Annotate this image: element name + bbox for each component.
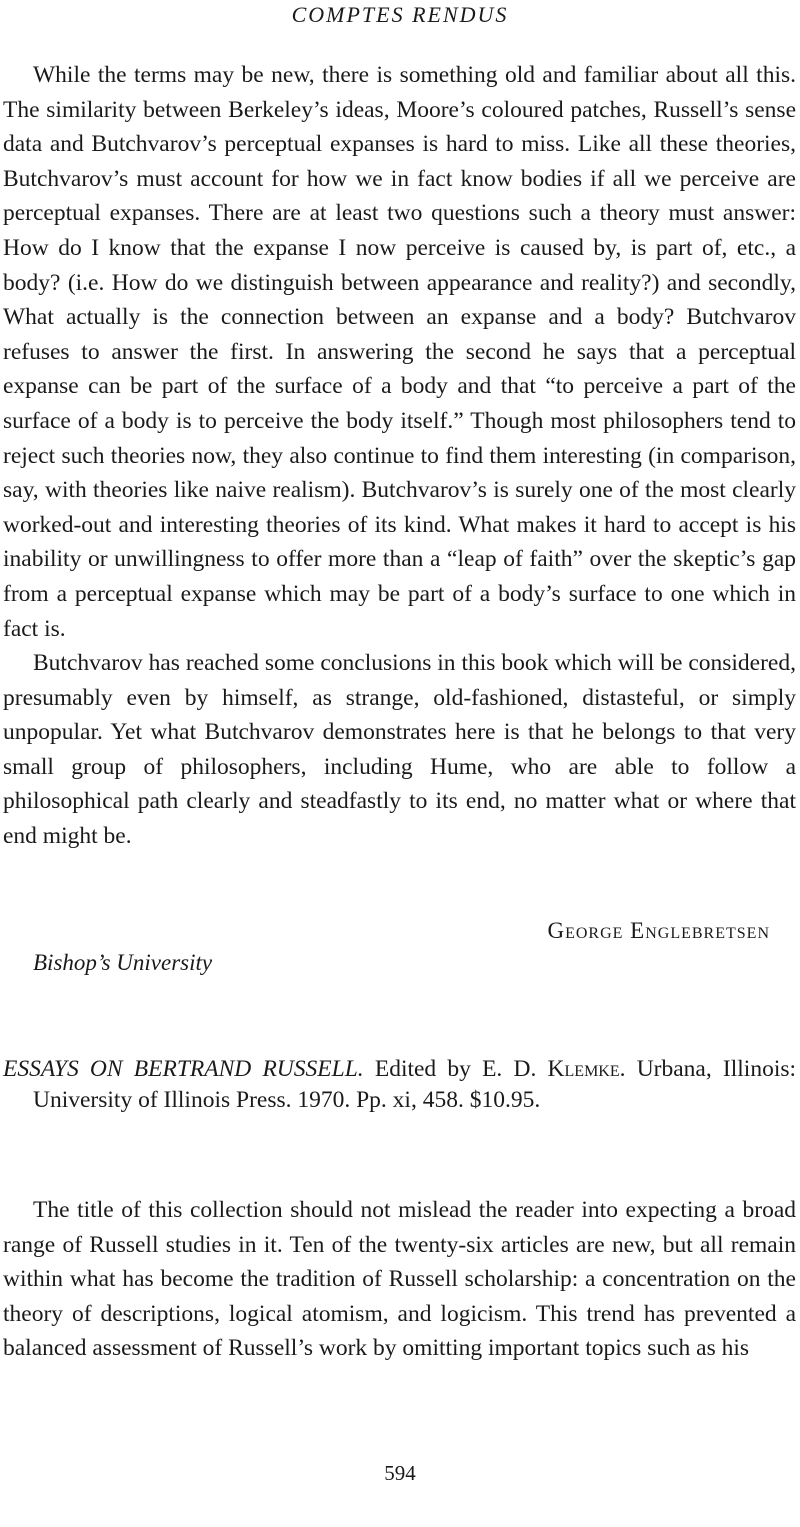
review-body [3,58,796,854]
edited-by: Edited by E. D. [374,1056,537,1082]
review-body [3,1193,796,1366]
review-paragraph: Butchvarov has reached some conclusions in this book which will be considered, presumably even by himself, as strange, old-fashioned, distasteful, or simply unpopular. Yet what Butchvarov demonstrates here is that he belongs to that very small group of philosophers, including Hume, who are able to follow a philosophical path clearly and steadfastly to its end, no matter what or where that end might be. [3,650,796,850]
review-paragraph: The title of this collection should not mislead the reader into expecting a broad range of Russell studies in it. Ten of the twenty-six articles are new, but all remain within what has become the tradition of Russell scholarship: a concentration on the theory of descriptions, logical atomism, and logicism. This trend has prevented a balanced assessment of Russell’s work by omitting important topics such as his [3,1197,796,1362]
editor-name: Klemke. [547,1056,626,1082]
review-paragraph: While the terms may be new, there is something old and familiar about all this. The similarity between Berkeley’s ideas, Moore’s coloured patches, Russell’s sense data and Butchvarov’s perceptual expanses is hard to miss. Like all these theories, Butchvarov’s must account for how we in fact know bodies if all we perceive are perceptual expanses. There are at least two questions such a theory must answer: How do I know that the expanse I now perceive is caused by, is part of, etc., a body? (i.e. How do we distinguish between appearance and reality?) and secondly, What actually is the connection between an expanse and a body? Butchvarov refuses to answer the first. In answering the second he says that a perceptual expanse can be part of the surface of a body and that “to perceive a part of the surface of a body is to perceive the body itself.” Though most philosophers tend to reject such theories now, they also continue to find them interesting (in comparison, say, with theories like naive realism). Butchvarov’s is surely one of the most clearly worked-out and interesting theories of its kind. What makes it hard to accept is his inability or unwillingness to offer more than a “leap of faith” over the skeptic’s gap from a perceptual expanse which may be part of a body’s surface to one which in fact is. [3,62,796,642]
book-title: ESSAYS ON BERTRAND RUSSELL. [3,1056,364,1082]
page-number: 594 [384,1461,416,1485]
book-citation [3,1054,796,1116]
reviewer-name: George Englebretsen [547,918,770,943]
publication-info: Urbana, Illinois: University of Illinois Press. 1970. Pp. xi, 458. $10.95. [33,1056,797,1113]
running-head: COMPTES RENDUS [291,2,509,27]
reviewer-institution: Bishop’s University [33,950,213,975]
